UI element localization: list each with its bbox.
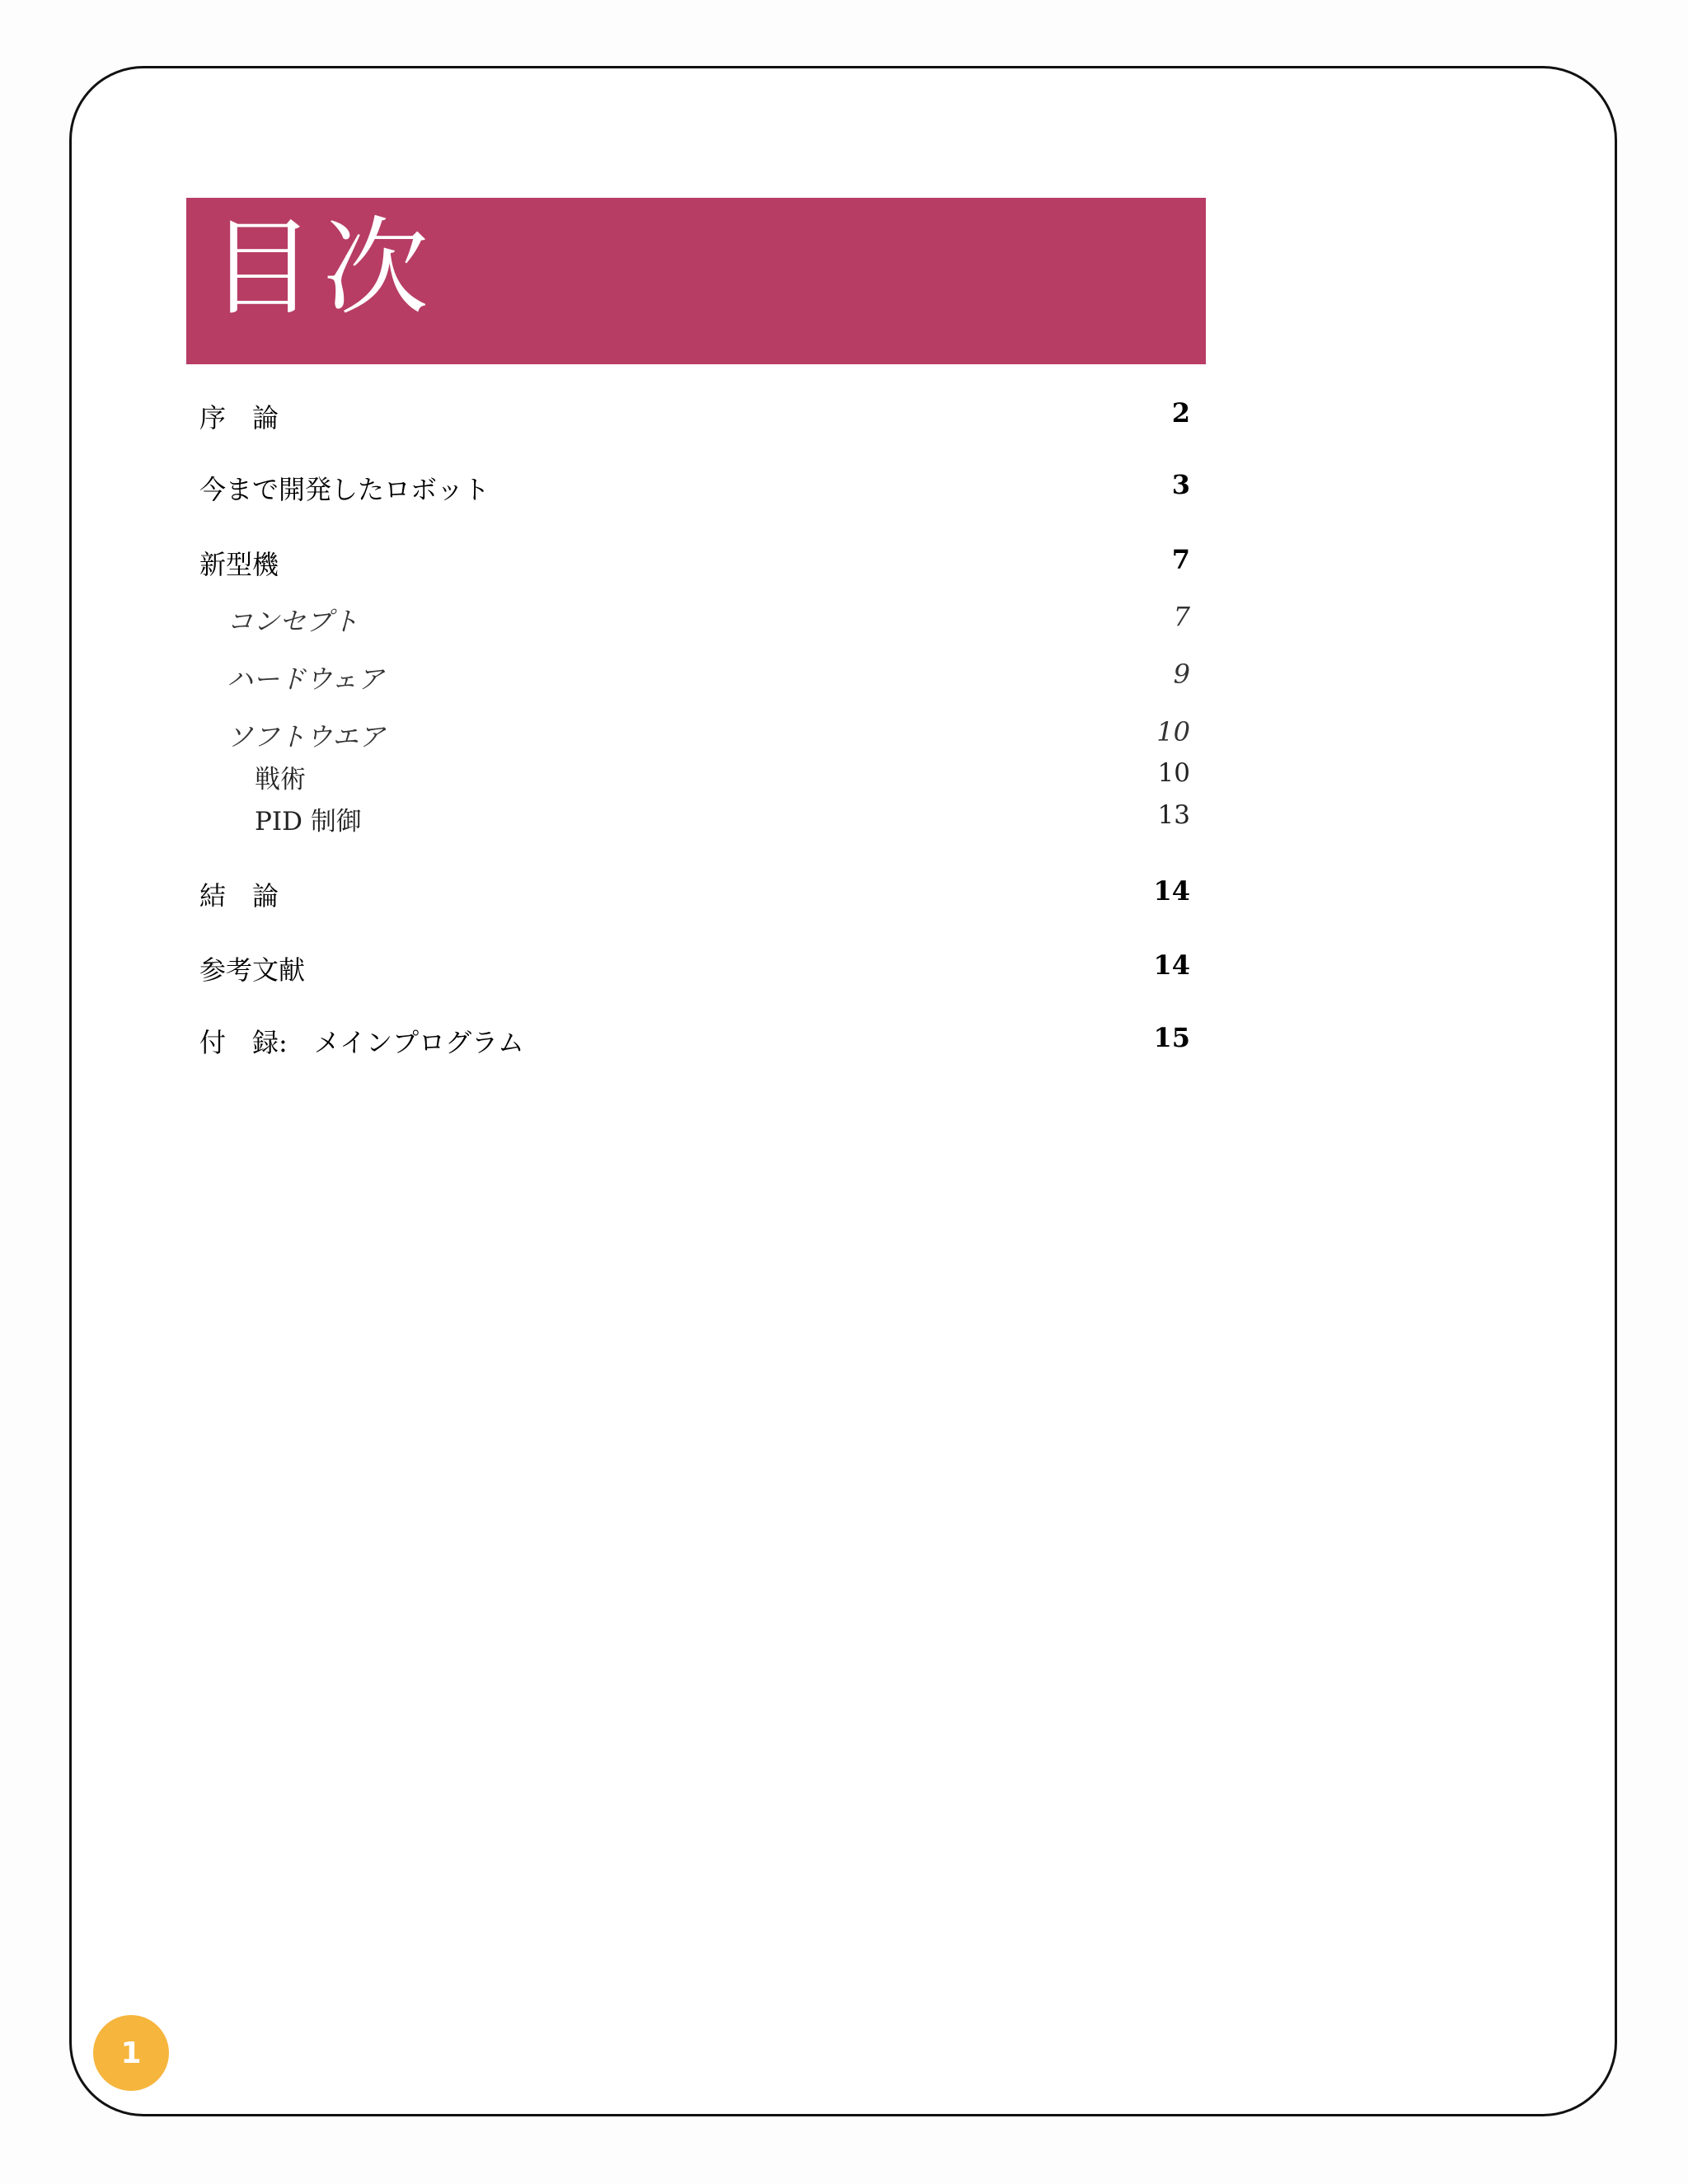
- toc-entry-page: 10: [1157, 758, 1190, 788]
- toc-subentry[interactable]: [199, 658, 1190, 700]
- toc-entry-label: ソフトウエア: [227, 721, 386, 752]
- toc-entry[interactable]: [199, 1022, 1190, 1063]
- toc-entry[interactable]: [199, 544, 1190, 585]
- toc-entry-label: 結 論: [199, 880, 279, 912]
- toc-entry-label: 新型機: [199, 549, 279, 580]
- toc-entry-page: 2: [1171, 397, 1190, 429]
- toc-entry-page: 13: [1157, 800, 1190, 830]
- toc-entry[interactable]: [199, 949, 1190, 991]
- toc-entry-label: 戦術: [255, 765, 306, 794]
- toc-subentry[interactable]: [199, 716, 1190, 757]
- toc-entry-page: 14: [1153, 949, 1190, 981]
- toc-entry-page: 7: [1171, 544, 1190, 575]
- toc-entry-page: 3: [1171, 469, 1190, 500]
- toc-entry-label: ハードウェア: [227, 663, 384, 695]
- page-title: 目次: [209, 207, 438, 330]
- toc-entry[interactable]: [199, 469, 1190, 510]
- toc-entry[interactable]: [199, 875, 1190, 916]
- toc-subsubentry[interactable]: [199, 758, 1190, 799]
- page-number-badge: 1: [93, 2015, 169, 2091]
- toc-entry-page: 7: [1173, 601, 1190, 632]
- toc-entry-page: 10: [1156, 716, 1190, 748]
- toc-subentry[interactable]: [199, 601, 1190, 642]
- toc-entry-page: 9: [1173, 658, 1190, 690]
- toc-entry-label: 序 論: [199, 402, 279, 434]
- toc-subsubentry[interactable]: [199, 800, 1190, 841]
- toc-entry-label: PID 制御: [255, 807, 362, 837]
- toc-entry-page: 14: [1153, 875, 1190, 907]
- title-banner: [186, 198, 1206, 364]
- page-frame: [69, 66, 1617, 2116]
- toc-entry-label: コンセプト: [227, 606, 359, 637]
- toc-entry-page: 15: [1153, 1022, 1190, 1053]
- toc-entry-label: 付 録: メインプログラム: [199, 1027, 524, 1058]
- toc-entry-label: 参考文献: [199, 954, 306, 986]
- toc-entry[interactable]: [199, 397, 1190, 438]
- toc-entry-label: 今まで開発したロボット: [199, 474, 490, 505]
